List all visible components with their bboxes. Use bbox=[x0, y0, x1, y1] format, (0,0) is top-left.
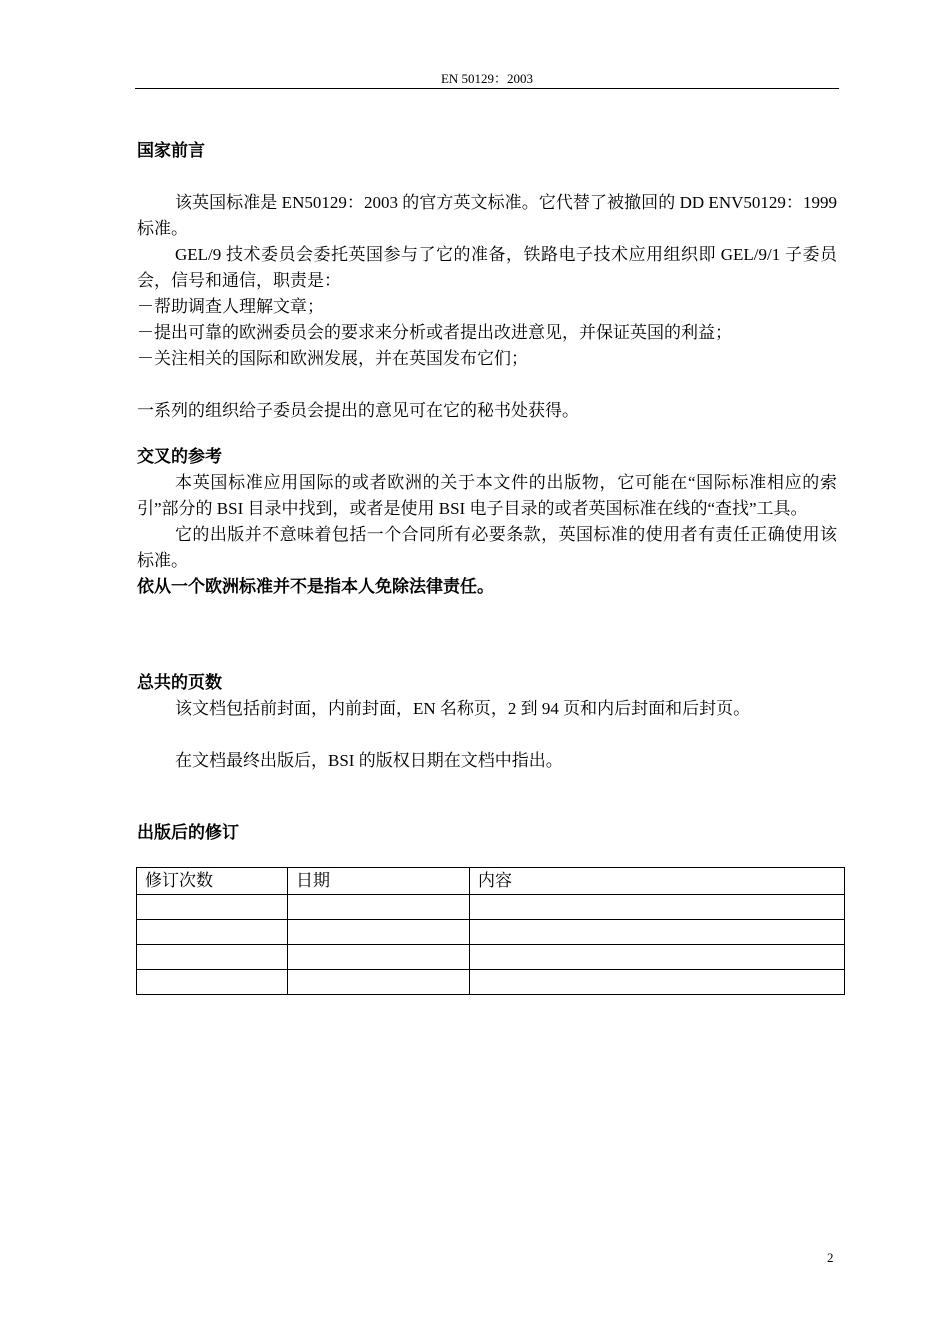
table-cell bbox=[137, 945, 288, 970]
column-header-content: 内容 bbox=[470, 868, 845, 895]
table-cell bbox=[288, 895, 470, 920]
table-cell bbox=[137, 920, 288, 945]
table-cell bbox=[470, 920, 845, 945]
table-cell bbox=[288, 970, 470, 995]
crossref-paragraph-2: 它的出版并不意味着包括一个合同所有必要条款，英国标准的使用者有责任正确使用该标准。 bbox=[137, 525, 837, 570]
column-header-amendment-no: 修订次数 bbox=[137, 868, 288, 895]
table-row bbox=[137, 895, 845, 920]
foreword-paragraph-3: 一系列的组织给子委员会提出的意见可在它的秘书处获得。 bbox=[137, 401, 579, 420]
foreword-paragraph-2: GEL/9 技术委员会委托英国参与了它的准备，铁路电子技术应用组织即 GEL/9/1 子委员会，信号和通信，职责是： bbox=[137, 245, 837, 290]
crossref-paragraph-3: 依从一个欧洲标准并不是指本人免除法律责任。 bbox=[137, 577, 494, 596]
amendments-heading: 出版后的修订 bbox=[137, 823, 239, 842]
crossref-heading: 交叉的参考 bbox=[137, 447, 222, 466]
table-cell bbox=[470, 970, 845, 995]
document-body bbox=[137, 138, 837, 995]
amendments-table bbox=[136, 867, 845, 995]
pages-heading: 总共的页数 bbox=[137, 673, 222, 692]
table-cell bbox=[470, 945, 845, 970]
table-row bbox=[137, 920, 845, 945]
table-cell bbox=[470, 895, 845, 920]
table-cell bbox=[288, 920, 470, 945]
table-header-row bbox=[137, 868, 845, 895]
running-header: EN 50129：2003 bbox=[440, 71, 534, 86]
crossref-paragraph-1: 本英国标准应用国际的或者欧洲的关于本文件的出版物，它可能在“国际标准相应的索引”部分的 BSI 目录中找到，或者是使用 BSI 电子目录的或者英国标准在线的“查找”工具。 bbox=[137, 473, 837, 518]
pages-paragraph-2: 在文档最终出版后，BSI 的版权日期在文档中指出。 bbox=[175, 751, 563, 770]
duty-item: －帮助调查人理解文章； bbox=[137, 297, 324, 316]
foreword-paragraph-1: 该英国标准是 EN50129：2003 的官方英文标准。它代替了被撤回的 DD ENV50129：1999 标准。 bbox=[137, 193, 837, 238]
pages-paragraph-1: 该文档包括前封面，内前封面，EN 名称页，2 到 94 页和内后封面和后封页。 bbox=[175, 699, 751, 718]
page-number: 2 bbox=[827, 1250, 834, 1265]
column-header-date: 日期 bbox=[288, 868, 470, 895]
duty-item: －提出可靠的欧洲委员会的要求来分析或者提出改进意见，并保证英国的利益； bbox=[137, 323, 732, 342]
table-cell bbox=[137, 895, 288, 920]
foreword-heading: 国家前言 bbox=[137, 141, 205, 160]
table-cell bbox=[137, 970, 288, 995]
header-rule bbox=[135, 88, 839, 89]
duty-item: －关注相关的国际和欧洲发展，并在英国发布它们； bbox=[137, 349, 528, 368]
table-row bbox=[137, 970, 845, 995]
table-row bbox=[137, 945, 845, 970]
table-cell bbox=[288, 945, 470, 970]
